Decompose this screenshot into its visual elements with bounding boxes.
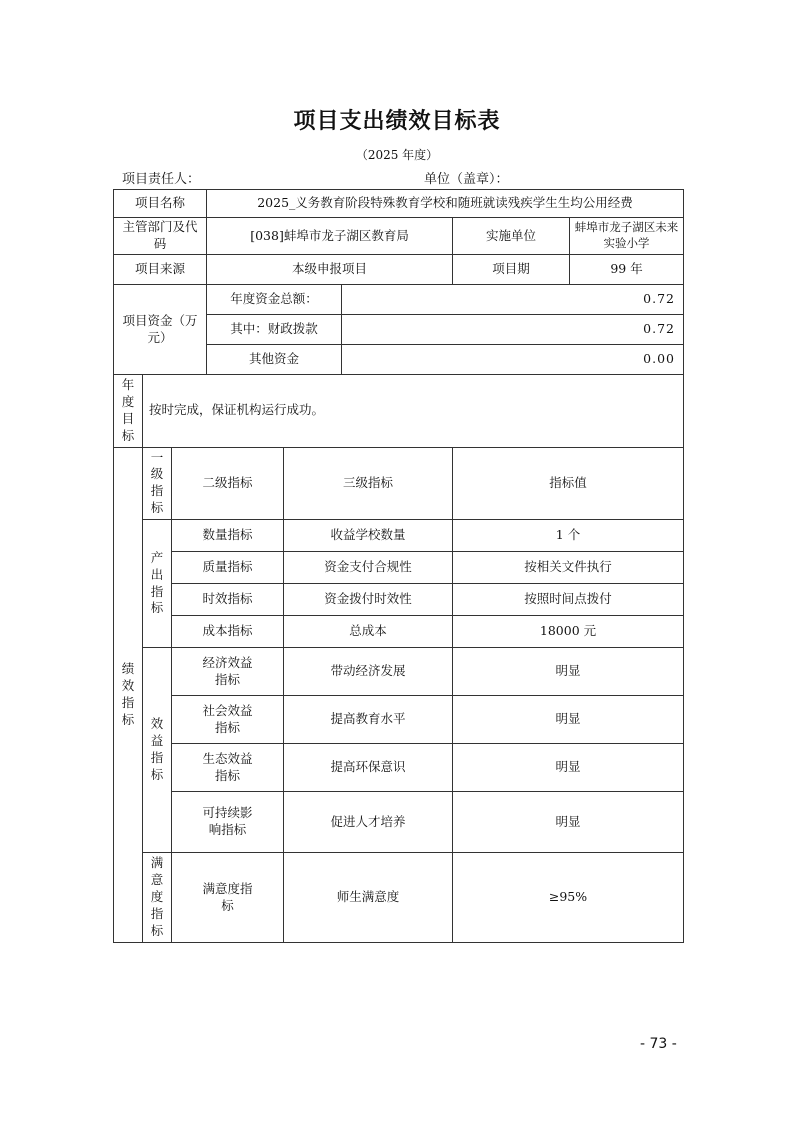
table-row — [114, 375, 684, 448]
output-value: 18000 元 — [453, 616, 684, 648]
satisfaction-level3: 师生满意度 — [284, 853, 453, 943]
impl-value: 蚌埠市龙子湖区未来实验小学 — [570, 218, 684, 255]
output-value: 1 个 — [453, 520, 684, 552]
table-row — [114, 218, 684, 255]
output-value: 按照时间点拨付 — [453, 584, 684, 616]
table-row — [114, 190, 684, 218]
perf-label: 绩效指标 — [114, 447, 143, 943]
performance-goal-table — [113, 189, 684, 943]
output-value: 按相关文件执行 — [453, 552, 684, 584]
funds-fiscal-label: 其中：财政拨款 — [207, 315, 342, 345]
period-label: 项目期 — [453, 255, 570, 285]
output-level2: 时效指标 — [172, 584, 284, 616]
benefit-level3: 促进人才培养 — [284, 792, 453, 853]
table-row — [114, 447, 684, 520]
year-caption: （2025 年度） — [355, 148, 439, 162]
benefit-level3: 带动经济发展 — [284, 648, 453, 696]
satisfaction-value: ≥95% — [453, 853, 684, 943]
output-label: 产出指标 — [143, 520, 172, 648]
responsible-label: 项目责任人： — [122, 172, 201, 187]
table-row — [114, 792, 684, 853]
funds-label: 项目资金（万元） — [114, 285, 207, 375]
funds-total-value: 0.72 — [342, 285, 684, 315]
benefit-value: 明显 — [453, 792, 684, 853]
benefit-level2: 社会效益指标 — [172, 696, 284, 744]
output-level3: 总成本 — [284, 616, 453, 648]
table-row — [114, 648, 684, 696]
benefit-level2: 生态效益指标 — [172, 744, 284, 792]
table-row — [114, 584, 684, 616]
output-level3: 资金拨付时效性 — [284, 584, 453, 616]
table-row — [114, 520, 684, 552]
table-row — [114, 255, 684, 285]
benefit-label: 效益指标 — [143, 648, 172, 853]
table-row — [114, 853, 684, 943]
header-value: 指标值 — [453, 447, 684, 520]
output-level3: 收益学校数量 — [284, 520, 453, 552]
source-value: 本级申报项目 — [207, 255, 453, 285]
dept-label: 主管部门及代码 — [114, 218, 207, 255]
table-row — [114, 616, 684, 648]
benefit-value: 明显 — [453, 648, 684, 696]
annual-goal-label: 年度目标 — [114, 375, 143, 448]
page-number: - 73 - — [640, 1036, 677, 1052]
benefit-level3: 提高环保意识 — [284, 744, 453, 792]
header-level3: 三级指标 — [284, 447, 453, 520]
table-row — [114, 285, 684, 315]
benefit-value: 明显 — [453, 744, 684, 792]
period-value: 99 年 — [570, 255, 684, 285]
benefit-level2: 可持续影响指标 — [172, 792, 284, 853]
benefit-value: 明显 — [453, 696, 684, 744]
dept-value: [038]蚌埠市龙子湖区教育局 — [207, 218, 453, 255]
page-title: 项目支出绩效目标表 — [293, 109, 501, 134]
output-level2: 数量指标 — [172, 520, 284, 552]
table-row — [114, 552, 684, 584]
source-label: 项目来源 — [114, 255, 207, 285]
funds-other-label: 其他资金 — [207, 345, 342, 375]
annual-goal-value: 按时完成，保证机构运行成功。 — [143, 375, 684, 448]
unit-label: 单位（盖章）： — [424, 172, 509, 187]
funds-other-value: 0.00 — [342, 345, 684, 375]
header-level2: 二级指标 — [172, 447, 284, 520]
funds-fiscal-value: 0.72 — [342, 315, 684, 345]
output-level2: 成本指标 — [172, 616, 284, 648]
output-level2: 质量指标 — [172, 552, 284, 584]
satisfaction-level2: 满意度指标 — [172, 853, 284, 943]
project-name-value: 2025_义务教育阶段特殊教育学校和随班就读残疾学生生均公用经费 — [207, 190, 684, 218]
project-name-label: 项目名称 — [114, 190, 207, 218]
output-level3: 资金支付合规性 — [284, 552, 453, 584]
header-level1: 一级指标 — [143, 447, 172, 520]
funds-total-label: 年度资金总额： — [207, 285, 342, 315]
satisfaction-label: 满意度指标 — [143, 853, 172, 943]
benefit-level2: 经济效益指标 — [172, 648, 284, 696]
table-row — [114, 744, 684, 792]
impl-label: 实施单位 — [453, 218, 570, 255]
benefit-level3: 提高教育水平 — [284, 696, 453, 744]
table-row — [114, 696, 684, 744]
